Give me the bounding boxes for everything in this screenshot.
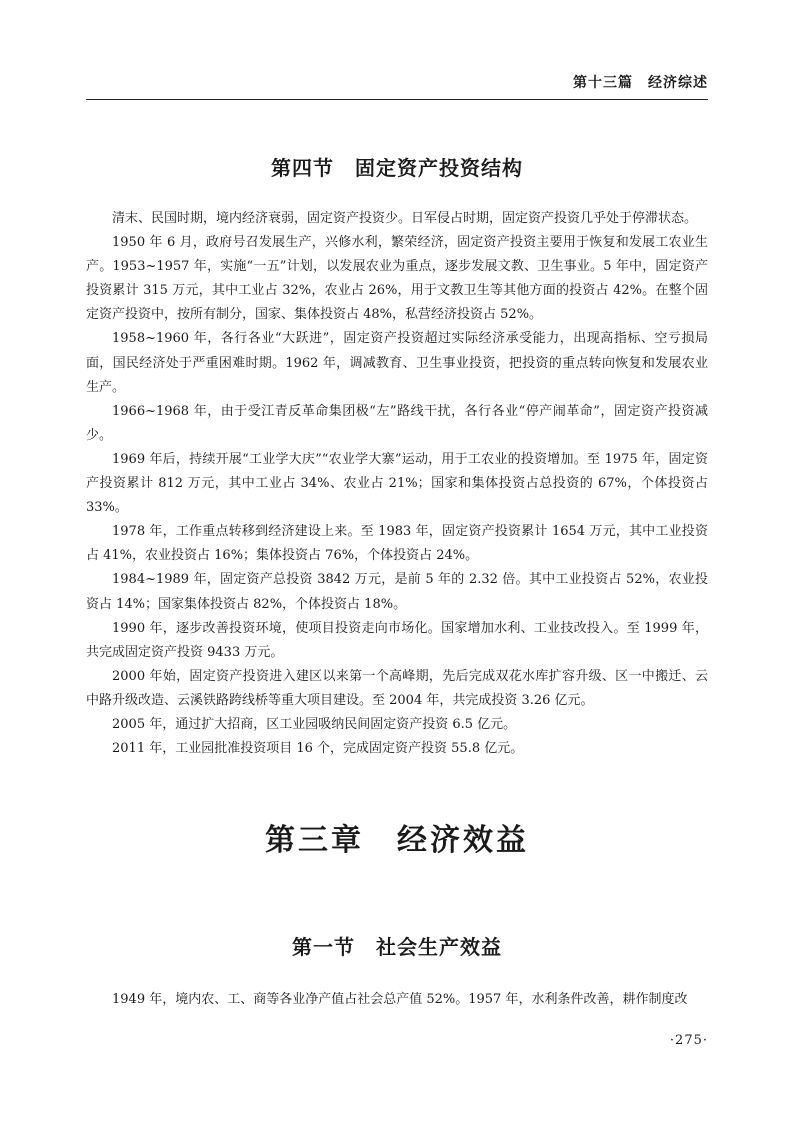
paragraph: 2005 年，通过扩大招商，区工业园吸纳民间固定资产投资 6.5 亿元。 — [112, 716, 517, 732]
paragraph: 1949 年，境内农、工、商等各业净产值占社会总产值 52%。1957 年，水利条件改善，耕作制度改 — [112, 992, 688, 1007]
paragraph: 1966~1968 年，由于受江青反革命集团极“左”路线干扰，各行各业“停产闹革命”，固定资产投资减少。 — [86, 403, 708, 443]
paragraph: 2011 年，工业园批准投资项目 16 个，完成固定资产投资 55.8 亿元。 — [112, 741, 524, 757]
section-1-body — [86, 988, 708, 1012]
page-number: ·275· — [669, 1033, 708, 1048]
paragraph: 清末、民国时期，境内经济衰弱，固定资产投资少。日军侵占时期，固定资产投资几乎处于停滞状态。 — [112, 211, 698, 226]
paragraph: 2000 年始，固定资产投资进入建区以来第一个高峰期，先后完成双花水库扩容升级、区一中搬迁、云中路升级改造、云溪铁路跨线桥等重大项目建设。至 2004 年，共完成投资 3.26 亿元。 — [86, 668, 708, 708]
chapter-3-title: 第三章 经济效益 — [265, 823, 529, 858]
paragraph: 1984~1989 年，固定资产总投资 3842 万元，是前 5 年的 2.32 倍。其中工业投资占 52%，农业投资占 14%；国家集体投资占 82%，个体投资占 18%。 — [86, 572, 708, 612]
paragraph: 1958~1960 年，各行各业“大跃进”，固定资产投资超过实际经济承受能力，出现高指标、空亏损局面，国民经济处于严重困难时期。1962 年，调减教育、卫生事业投资，把投资的重点转向恢复和发展农业生产。 — [86, 331, 708, 395]
paragraph: 1978 年，工作重点转移到经济建设上来。至 1983 年，固定资产投资累计 1654 万元，其中工业投资占 41%，农业投资占 16%；集体投资占 76%，个体投资占 24%。 — [86, 524, 708, 564]
section-4-body — [86, 207, 708, 761]
section-1-title: 第一节 社会生产效益 — [292, 935, 502, 959]
paragraph: 1990 年，逐步改善投资环境，使项目投资走向市场化。国家增加水利、工业技改投入。至 1999 年，共完成固定资产投资 9433 万元。 — [86, 620, 708, 660]
section-4-title: 第四节 固定资产投资结构 — [271, 156, 523, 180]
running-header: 第十三篇 经济综述 — [573, 75, 708, 91]
paragraph: 1950 年 6 月，政府号召发展生产，兴修水利，繁荣经济，固定资产投资主要用于恢复和发展工农业生产。1953~1957 年，实施“一五”计划，以发展农业为重点，逐步发展文教、卫生事业。5 年中，固定资产投资累计 315 万元，其中工业占 32%，农业占 26%，用于文教卫生等其他方面的投资占 42%。在整个固定资产投资中，按所有制分，国家、集体投资占 48%，私营经济投资占 52%。 — [86, 235, 708, 323]
paragraph: 1969 年后，持续开展“工业学大庆”“农业学大寨”运动，用于工农业的投资增加。至 1975 年，固定资产投资累计 812 万元，其中工业占 34%、农业占 21%；国家和集体投资占总投资的 67%，个体投资占 33%。 — [86, 451, 708, 516]
header-rule — [86, 99, 708, 100]
